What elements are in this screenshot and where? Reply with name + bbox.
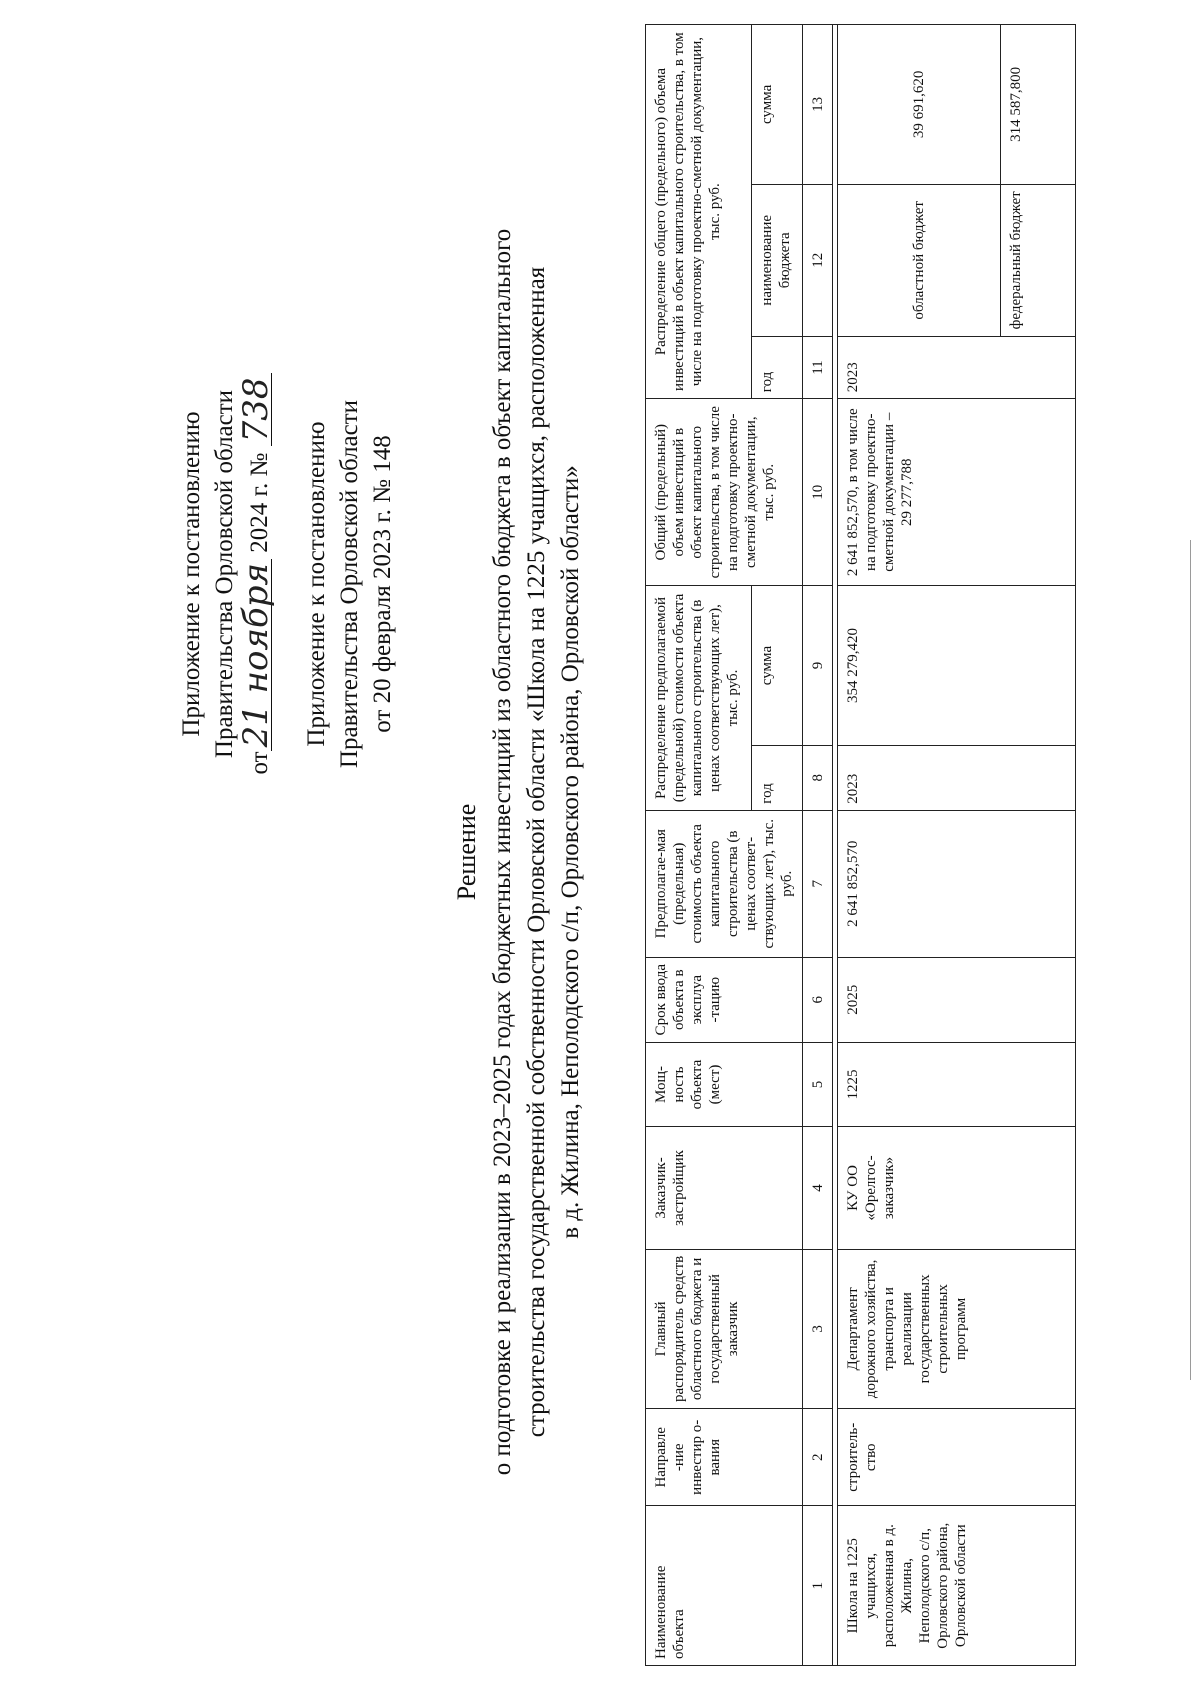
investment-table (645, 24, 1076, 1666)
column-number-row (803, 25, 833, 1666)
column-number: 8 (803, 745, 833, 810)
cell-amount: 354 279,420 (838, 586, 1076, 746)
appendix-current-line2: Правительства Орловской области (211, 389, 238, 759)
header-inv-year: год (752, 336, 803, 398)
cell-object-name: Школа на 1225 учащихся, расположенная в д. Жилина, Неполодского с/п, Орловского района, Орловской области (838, 1506, 1076, 1666)
column-number: 13 (803, 25, 833, 185)
header-estimated-cost: Предполагае-мая (предельная) стоимость объекта капитального строительства (в ценах соответ-ствующих лет), тыс. руб. (646, 810, 803, 957)
cell-estimated-cost: 2 641 852,570 (838, 810, 1076, 957)
column-number: 3 (803, 1249, 833, 1409)
document-subtitle-line3: в д. Жилина, Неполодского с/п, Орловского района, Орловской области» (557, 465, 584, 1239)
header-year: год (752, 745, 803, 810)
cell-direction: строитель-ство (838, 1409, 1076, 1506)
cell-budget-name: федеральный бюджет (1001, 184, 1076, 336)
cell-inv-year: 2023 (838, 336, 1076, 398)
column-number: 1 (803, 1506, 833, 1666)
cell-customer: КУ ОО «Орелгос-заказчик» (838, 1127, 1076, 1249)
cell-budget-amount: 314 587,800 (1001, 25, 1076, 185)
header-object-name: Наименование объекта (646, 1506, 803, 1666)
appendix-previous-line1: Приложение к постановлению (303, 421, 330, 747)
table-row (838, 25, 1001, 1666)
cell-budget-amount: 39 691,620 (838, 25, 1001, 185)
column-number: 7 (803, 810, 833, 957)
column-number: 6 (803, 957, 833, 1042)
appendix-previous-line3: от 20 февраля 2023 г. № 148 (369, 435, 396, 733)
column-number: 4 (803, 1127, 833, 1249)
cell-budget-name: областной бюджет (838, 184, 1001, 336)
handwritten-date: 21 ноября (241, 559, 272, 751)
column-number: 9 (803, 586, 833, 746)
header-budget-name: наименование бюджета (752, 184, 803, 336)
header-investment-distribution: Распределение общего (предельного) объема инвестиций в объект капитального строительства, в том числе на подготовку проектно-сметной документации, тыс. руб. (646, 25, 752, 399)
appendix-current (175, 314, 276, 834)
handwritten-number: 738 (241, 373, 272, 446)
appendix-previous-line2: Правительства Орловской области (336, 399, 363, 769)
investment-table-container (645, 24, 1076, 1666)
cell-total-investment: 2 641 852,570, в том числе на подготовку проектно-сметной документации – 29 277,788 (838, 399, 1076, 586)
cell-capacity: 1225 (838, 1042, 1076, 1127)
document-subtitle-line1: о подготовке и реализации в 2023–2025 годах бюджетных инвестиций из областного бюджета в объект капитального (489, 228, 516, 1476)
header-commissioning: Срок ввода объекта в эксплуа -тацию (646, 957, 803, 1042)
header-capacity: Мощ-ность объекта (мест) (646, 1042, 803, 1127)
appendix-previous (300, 344, 399, 824)
date-year: 2024 г. № (246, 452, 273, 553)
scan-edge-line (1190, 540, 1191, 1380)
header-budget-amount: сумма (752, 25, 803, 185)
column-number: 2 (803, 1409, 833, 1506)
column-number: 11 (803, 336, 833, 398)
document-title: Решение (452, 803, 481, 901)
header-cost-distribution: Распределение предполагаемой (предельной) стоимости объекта капитального строительства (в ценах соответствующих лет), тыс. руб. (646, 586, 752, 810)
document-subtitle-line2: строительства государственной собственности Орловской области «Школа на 1225 учащихся, расположенная (523, 266, 550, 1438)
cell-commissioning: 2025 (838, 957, 1076, 1042)
header-row-1 (646, 25, 752, 1666)
header-chief-manager: Главный распорядитель средств областного бюджета и государственный заказчик (646, 1249, 803, 1409)
column-number: 12 (803, 184, 833, 336)
column-number: 10 (803, 399, 833, 586)
appendix-current-line1: Приложение к постановлению (178, 411, 205, 737)
header-direction: Направле -ние инвестир о-вания (646, 1409, 803, 1506)
appendix-current-date-line (236, 314, 276, 834)
header-amount: сумма (752, 586, 803, 746)
document-heading (450, 0, 588, 1704)
header-total-investment: Общий (предельный) объем инвестиций в объект капитального строительства, в том числе на подготовку проектно-сметной документации, тыс. руб. (646, 399, 803, 586)
column-number: 5 (803, 1042, 833, 1127)
cell-chief-manager: Департамент дорожного хозяйства, транспорта и реализации государственных строительных программ (838, 1249, 1076, 1409)
cell-year: 2023 (838, 745, 1076, 810)
header-customer: Заказчик-застройщик (646, 1127, 803, 1249)
date-prefix: от (246, 751, 273, 775)
